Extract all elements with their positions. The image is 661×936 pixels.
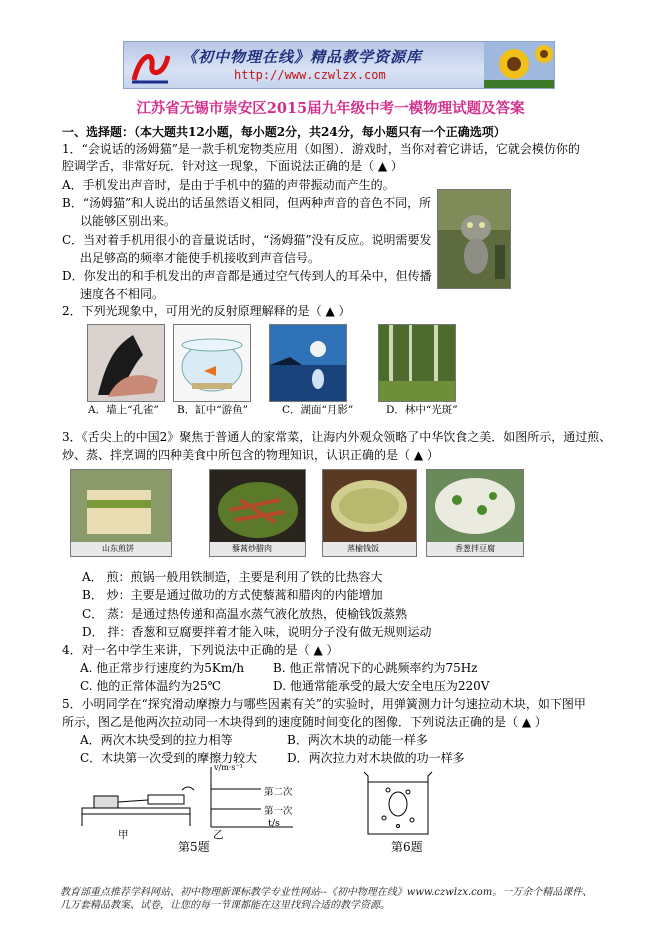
q1-option-a: A．手机发出声音时，是由于手机中的猫的声带振动而产生的。 [62,178,395,192]
q1-option-b-1: B．“汤姆猫”和人说出的话虽然语义相同，但两种声音的音色不同，所 [62,196,432,210]
q1-stem-2: 腔调学舌，非常好玩．针对这一现象，下面说法正确的是（ ▲ ） [62,159,403,173]
q2-image-peacock [87,324,165,402]
q5-option-d: D．两次拉力对木块做的功一样多 [287,751,465,765]
sunflower-image [484,42,554,88]
q2-caption-c: C．湖面“月影” [282,404,354,416]
q3-option-a: A． 煎：煎锅一般用铁制造，主要是利用了铁的比热容大 [82,570,383,584]
q4-option-d: D. 他通常能承受的最大安全电压为220V [273,679,490,693]
q3-stem-1: 3．《舌尖上的中国2》聚焦于普通人的家常菜，让海内外观众领略了中华饮食之美．如图所示，通过煎、 [62,430,612,444]
q1-option-d-2: 速度各不相同。 [80,287,165,301]
page-footer [60,886,620,912]
q2-image-moon-lake [269,324,347,402]
q2-caption-a: A．墙上“孔雀” [88,404,159,416]
graph-line-second: 第二次 [264,787,293,798]
q1-stem-1: 1．“会说话的汤姆猫”是一款手机宠物类应用（如图）．游戏时，当你对着它讲话，它就会模仿你的 [62,142,580,156]
food-label-3: 蒸榆钱饭 [347,544,379,553]
q1-option-c-1: C．当对着手机用很小的音量说话时，“汤姆猫”没有反应。说明需要发 [62,233,432,247]
q2-image-fish [173,324,251,402]
graph-x-label: t/s [268,818,280,829]
q1-option-c-2: 出足够高的频率才能使手机接收到声音信号。 [80,251,321,265]
banner-title: 《初中物理在线》精品教学资源库 [182,48,423,66]
q4-option-a: A. 他正常步行速度约为5Km/h [80,661,245,675]
food-label-4: 香葱拌豆腐 [455,544,495,553]
site-logo [130,46,170,84]
fig6-beaker [356,768,440,838]
q3-stem-2: 炒、蒸、拌烹调的四种美食中所包含的物理知识，认识正确的是（ ▲ ） [62,448,439,462]
page-title: 江苏省无锡市崇安区2015届九年级中考一模物理试题及答案 [136,100,525,117]
q5-stem-1: 5．小明同学在“探究滑动摩擦力与哪些因素有关”的实验时，用弹簧测力计匀速拉动木块，如下图甲 [62,697,586,711]
q3-option-d: D． 拌：香葱和豆腐要拌着才能入味，说明分子没有做无规则运动 [82,625,432,639]
q4-stem: 4．对一名中学生来讲，下列说法中正确的是（ ▲ ） [62,643,339,657]
q2-caption-d: D．林中“光斑” [386,404,458,416]
q2-image-forest [378,324,456,402]
banner-url[interactable]: http://www.czwlzx.com [234,68,386,82]
q1-option-b-2: 以能够区别出来。 [80,214,177,228]
food-label-1: 山东煎饼 [102,544,134,553]
q3-option-c: C． 蒸：是通过热传递和高温水蒸气液化放热，使榆钱饭蒸熟 [82,607,407,621]
fig5-caption: 第5题 [178,840,210,854]
q4-option-c: C. 他的正常体温约为25℃ [80,679,222,693]
graph-y-label: v/m·s⁻¹ [214,763,243,772]
tom-cat-phone-image [437,189,511,289]
q2-stem: 2．下列光现象中，可用光的反射原理解释的是（ ▲ ） [62,304,351,318]
q5-stem-2: 所示，图乙是他两次拉动同一木块得到的速度随时间变化的图像．下列说法正确的是（ ▲ ） [62,715,547,729]
section-heading: 一、选择题：（本大题共12小题，每小题2分，共24分，每小题只有一个正确选项） [62,125,506,139]
q5-option-c: C．木块第一次受到的摩擦力较大 [80,751,258,765]
fig5-label-jia: 甲 [118,829,129,841]
fig6-caption: 第6题 [391,840,423,854]
q3-option-b: B． 炒：主要是通过做功的方式使藜蒿和腊肉的内能增加 [82,588,383,602]
q2-caption-b: B．缸中“游鱼” [177,404,248,416]
food-label-2: 藜蒿炒腊肉 [232,544,272,553]
footer-line-1: 教育部重点推荐学科网站、初中物理新课标教学专业性网站--《初中物理在线》www.czwlzx.com。一万余个精品课件、 [60,887,593,898]
fig5-label-yi: 乙 [213,829,224,841]
q5-option-b: B．两次木块的动能一样多 [287,733,428,747]
fig5-apparatus [78,770,198,826]
q1-option-d-1: D．你发出的和手机发出的声音都是通过空气传到人的耳朵中，但传播 [62,269,432,283]
header-banner [123,41,555,89]
fig5-vt-graph [205,765,295,831]
q5-option-a: A．两次木块受到的拉力相等 [80,733,233,747]
footer-line-2: 几万套精品教案、试卷，让您的每一节课都能在这里找到合适的教学资源。 [60,900,390,911]
graph-line-first: 第一次 [264,806,293,817]
q4-option-b: B. 他正常情况下的心跳频率约为75Hz [273,661,478,675]
